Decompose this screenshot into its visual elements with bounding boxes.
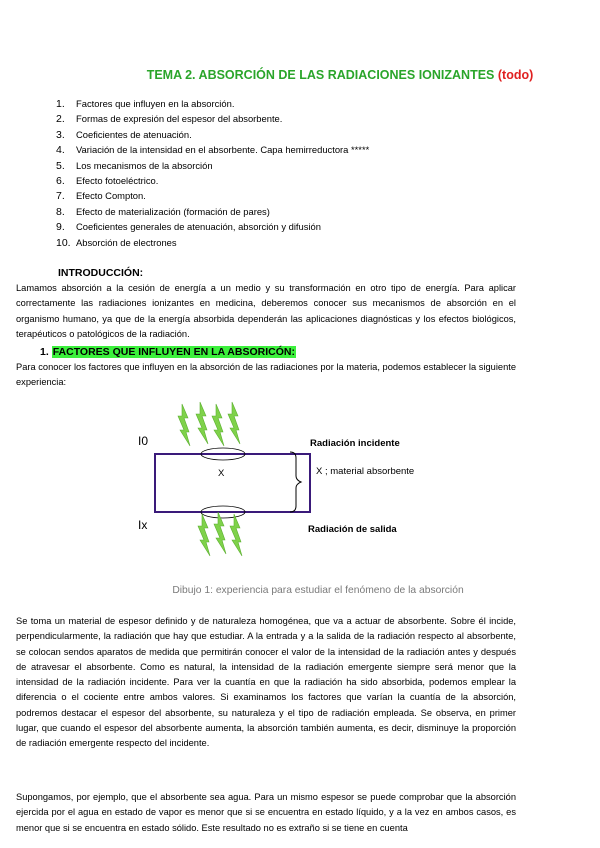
toc-item [56,142,369,157]
toc-item [56,96,369,111]
thickness-bracket [290,452,301,512]
toc-item-text: Efecto de materialización (formación de pares) [76,205,270,217]
document-title [40,68,600,82]
intro-paragraph: Lamamos absorción a la cesión de energía a un medio y su transformación en otro tipo de energía. Para aplicar correctamente las radiaciones ionizantes en medicina, deberemos conocer sus mecanismos de absorción en el organismo humano, ya que de la energía absorbida dependerán las aplicaciones diagnósticas y los efectos biológicos, terapéuticos o patológicos de la radiación. [16,283,516,339]
toc-item-text: Coeficientes generales de atenuación, absorción y difusión [76,221,321,233]
toc-item [56,111,369,126]
toc-item [56,158,369,173]
intro-heading: INTRODUCCIÓN: [58,267,144,279]
toc-item [56,188,369,203]
figure-caption: Dibujo 1: experiencia para estudiar el fenómeno de la absorción [172,585,464,596]
toc-item-text: Los mecanismos de la absorción [76,159,213,171]
toc-item [56,173,369,188]
toc-item-text: Coeficientes de atenuación. [76,128,192,140]
toc-item-number: 3. [56,128,65,141]
absorption-diagram [130,400,450,570]
label-material: X ; material absorbente [316,466,415,477]
toc-item [56,204,369,219]
toc-item [56,219,369,234]
toc-item-text: Absorción de electrones [76,236,177,248]
section1-paragraph: Para conocer los factores que influyen en la absorción de las radiaciones por la materia, podemos establecer la siguiente experiencia: [16,362,516,388]
title-tag: (todo) [497,68,534,82]
toc-item-number: 4. [56,144,65,157]
toc-item-number: 6. [56,174,65,187]
toc-item-number: 8. [56,205,65,218]
toc-item-number: 5. [56,159,65,172]
label-x-center: X [218,468,225,479]
toc-item-number: 7. [56,190,65,203]
absorber-box [155,454,310,512]
body-paragraph-3: Se toma un material de espesor definido y de naturaleza homogénea, que va a actuar de absorbente. Sobre él incide, perpendicularmente, la radiación que hay que estudiar. A la entrada y a la salida de la radiación respecto al absorbente, se colocan sendos aparatos de medida que permitirán conocer el valor de la intensidad de la radiación antes y después de atravesar el absorbente. Como es natural, la intensidad de la radiación emergente siempre será menor que la intensidad de la radiación incidente. Para ver la cuantía en que la radiación ha sido absorbida, podemos emplear la diferencia o el cociente entre ambos valores. Si examinamos los factores que varían la cuantía de la absorción, podremos destacar el espesor del absorbente, su naturaleza y el tipo de radiación empleada. Se observa, en primer lugar, que cuando el espesor del absorbente aumenta, la absorción también aumenta, es decir, disminuye la proporción de radiación emergente respecto del incidente. [16,616,516,749]
toc-item-number: 2. [56,113,65,126]
section1-heading [40,346,296,358]
toc-item-text: Efecto fotoeléctrico. [76,174,159,186]
toc-item-number: 9. [56,221,65,234]
toc-item-text: Variación de la intensidad en el absorbente. Capa hemirreductora ***** [76,144,370,156]
incident-arrows [178,402,240,446]
body-paragraph-4: Supongamos, por ejemplo, que el absorbente sea agua. Para un mismo espesor se puede comprobar que la absorción ejercida por el agua en estado de vapor es menor que si se encuentra en estado líquido, y a la vez en ambos casos, es menor que si se encuentra en estado sólido. Este resultado no es extraño si se tiene en cuenta [16,792,516,833]
title-main: TEMA 2. ABSORCIÓN DE LAS RADIACIONES IONIZANTES [146,68,495,82]
toc-item-text: Efecto Compton. [76,190,146,202]
toc-item-text: Factores que influyen en la absorción. [76,98,235,109]
toc-item [56,235,369,250]
section1-number: 1. [40,346,49,358]
label-exit: Radiación de salida [308,524,397,535]
label-ix: Ix [138,518,148,532]
label-i0: I0 [138,434,149,448]
toc-item-text: Formas de expresión del espesor del absorbente. [76,113,283,125]
toc-item-number: 1. [56,98,65,110]
exit-arrows [198,512,242,556]
table-of-contents [56,96,369,250]
diagram-svg [130,400,450,570]
toc-item-number: 10. [56,236,71,249]
toc-item [56,127,369,142]
label-incident: Radiación incidente [310,438,400,449]
section1-title: FACTORES QUE INFLUYEN EN LA ABSORICÓN: [52,346,295,358]
